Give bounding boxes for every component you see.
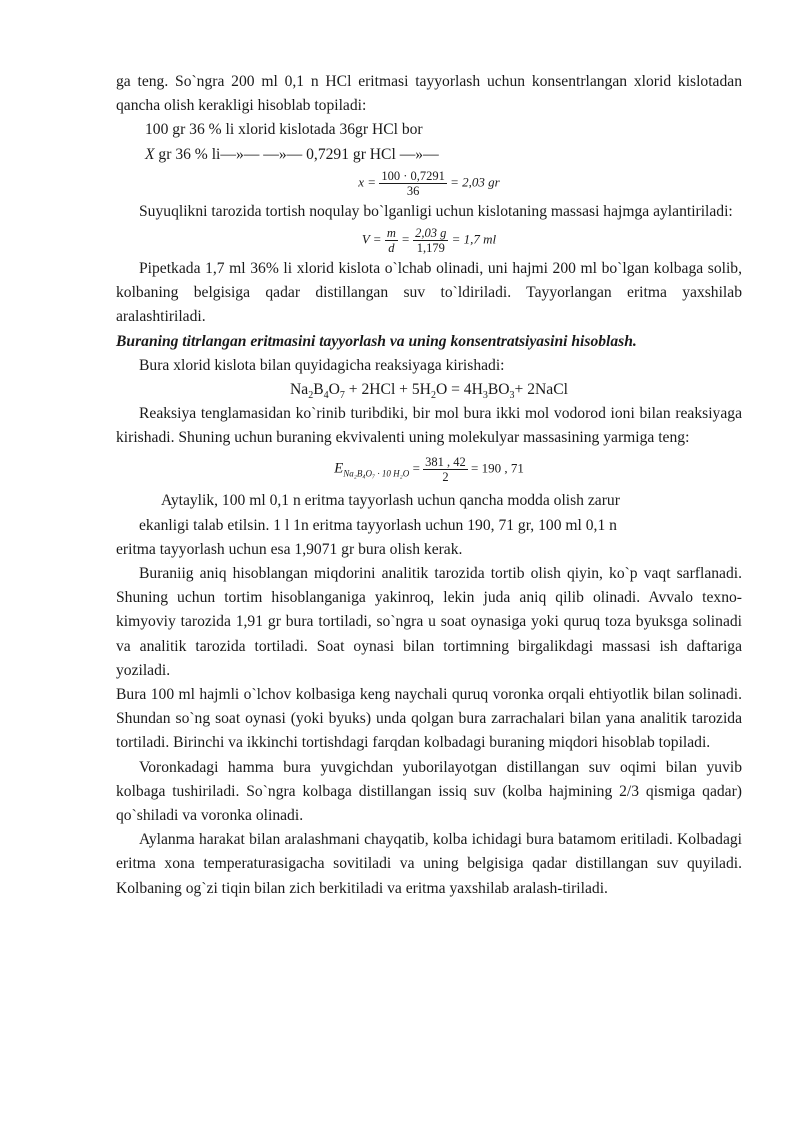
paragraph-intro: ga teng. So`ngra 200 ml 0,1 n HCl eritmasi tayyorlash uchun konsentrlangan xlorid kislotadan qancha olish kerakligi hisoblab topiladi: [116,73,742,115]
paragraph-assume-line-2: ekanligi talab etilsin. 1 l 1n eritma tayyorlash uchun 190, 71 gr, 100 ml 0,1 n [139,516,617,534]
paragraph-reaction-intro: Bura xlorid kislota bilan quyidagicha reaksiyaga kirishadi: [139,356,505,374]
reaction-h3: O = 4H [435,381,483,399]
eq2-lhs: V = [361,231,382,247]
eq1-denominator: 36 [406,183,420,198]
eq2-denominator-1: d [388,241,395,256]
paragraph-assume-line-3: eritma tayyorlash uchun esa 1,9071 gr bura olish kerak. [116,540,463,558]
paragraph-funnel: Voronkadagi hamma bura yuvgichdan yuborilayotgan distillangan suv oqimi bilan yuvib kolbaga tushiriladi. So`ngra kolbaga distillangan issiq suv (kolba hajmining 2/3 qismiga qadar) qo`shiladi va voronka olinadi. [116,758,742,824]
eq1-fraction [379,169,447,198]
eq2-numerator-2: 2,03 g [415,226,447,241]
reaction-na: Na [290,381,309,399]
paragraph-assume-line-1: Aytaylik, 100 ml 0,1 n eritma tayyorlash uchun qancha modda olish zarur [161,492,620,510]
reaction-sub: 7 [339,390,345,402]
reaction-equation [116,378,742,402]
eq2-fraction-2 [413,226,448,255]
paragraph-flask: Bura 100 ml hajmli o`lchov kolbasiga keng naychali quruq voronka orqali ehtiyotlik bilan solinadi. Shundan so`ng soat oynasi (yoki byuks) unda qolgan bura zarrachalari bilan yana analitik tarozida tortiladi. Birinchi va ikkinchi tortishdagi farqdan kolbadagi buraning miqdori hisoblab topiladi. [116,685,742,752]
eq3-rhs: = 190 , 71 [471,460,524,476]
section-heading: Buraning titrlangan eritmasini tayyorlash va uning konsentratsiyasini hisoblash. [116,332,637,350]
equation-volume [116,226,742,255]
reaction-b: B [313,381,324,399]
eq2-rhs: = 1,7 ml [451,231,497,247]
variable-x: X [145,145,155,163]
reaction-hcl-h2o: + 2HCl + 5H [344,381,431,399]
eq3-denominator: 2 [442,469,449,484]
reaction-o: O [328,381,340,399]
eq2-denominator-2: 1,179 [416,241,445,256]
equation-x [116,169,742,198]
eq3-e: E [334,460,344,477]
eq3-subscript: Na₂B₄O₇ · 10 H₂O [343,468,410,479]
eq2-equals: = [401,231,410,247]
paragraph-volume-intro: Suyuqlikni tarozida tortish noqulay bo`lganligi uchun kislotaning massasi hajmga aylantiriladi: [139,202,733,220]
reaction-sub: 4 [323,390,329,402]
reaction-sub: 2 [308,390,314,402]
reaction-sub: 3 [509,390,515,402]
eq3-fraction [423,455,468,484]
eq3-numerator: 381 , 42 [425,454,466,469]
proportion-line-1: 100 gr 36 % li xlorid kislotada 36gr HCl bor [145,121,423,139]
proportion-line-2-text: gr 36 % li—»— —»— 0,7291 gr HCl —»— [154,145,439,163]
paragraph-weighing: Buraniig aniq hisoblangan miqdorini analitik tarozida tortib olish qiyin, ko`p vaqt sarflanadi. Shuning uchun tortim hisoblanganiga yakinroq, lekin juda aniq qilib olinadi. Avvalo texno-kimyoviy tarozida 1,91 gr bura tortiladi, so`ngra u soat oynasiga yoki quruq toza byuksga solinadi va analitik tarozida tortiladi. Soat oynasi bilan tortimning birgalikdagi massasi ish daftariga yoziladi. [116,564,742,679]
eq2-fraction-1 [385,226,398,255]
eq1-rhs: = 2,03 gr [450,174,500,190]
proportion-line-2 [116,143,742,167]
paragraph-dissolve: Aylanma harakat bilan aralashmani chayqatib, kolba ichidagi bura batamom eritiladi. Kolbadagi eritma xona temperaturasigacha sovitiladi va uning belgisiga qadar distillangan suv quyiladi. Kolbaning og`zi tiqin bilan zich berkitiladi va eritma yaxshilab aralash-tiriladi. [116,831,742,897]
paragraph-equivalent: Reaksiya tenglamasidan ko`rinib turibdiki, bir mol bura ikki mol vodorod ioni bilan reaksiyaga kirishadi. Shuning uchun buraning ekvivalenti uning molekulyar massasining yarmiga teng: [116,405,742,447]
paragraph-pipette: Pipetkada 1,7 ml 36% li xlorid kislota o`lchab olinadi, uni hajmi 200 ml bo`lgan kolbaga solib, kolbaning belgisiga qadar distillangan suv to`ldiriladi. Tayyorlangan eritma yaxshilab aralashtiriladi. [116,260,742,326]
eq1-lhs: x = [358,174,377,190]
reaction-bo3: BO [487,381,510,399]
reaction-nacl: + 2NaCl [514,381,568,399]
document-page [116,70,742,901]
eq1-numerator: 100 · 0,7291 [381,168,445,183]
reaction-sub: 3 [482,390,488,402]
reaction-sub: 2 [430,390,436,402]
eq2-numerator-1: m [386,226,396,241]
equation-equivalent: $E_{Na_2B_4O_7 \cdot 10 H_2O}$ = $\frac{381 , 42}{2}$ = 190 , 71 [334,454,524,484]
